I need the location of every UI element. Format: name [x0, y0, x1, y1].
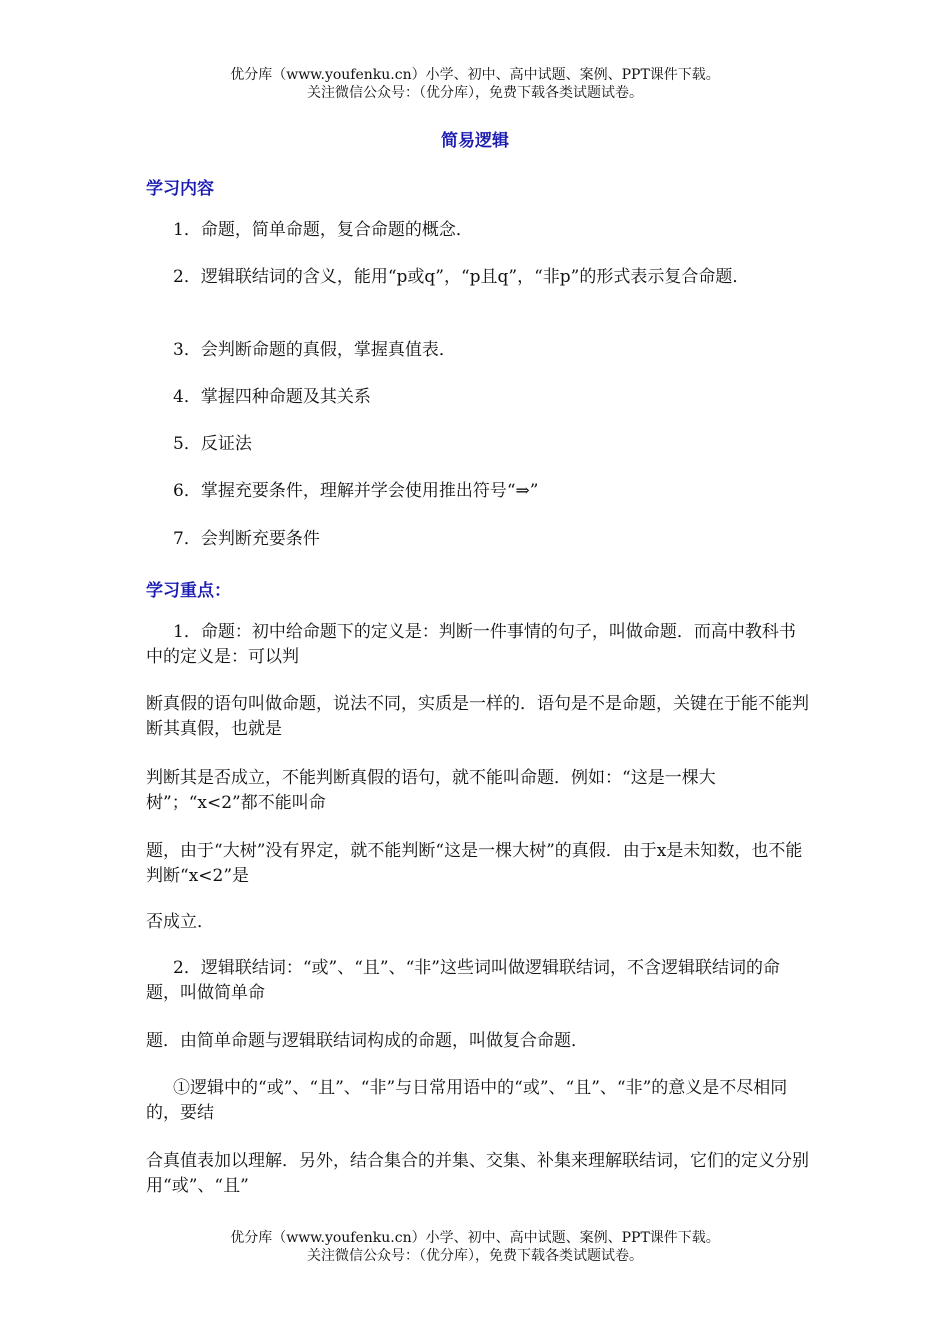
paragraph: 判断其是否成立，不能判断真假的语句，就不能叫命题．例如：“这是一棵大树”；“x<2”都不能叫命	[146, 768, 716, 813]
paragraph: 题，由于“大树”没有界定，就不能判断“这是一棵大树”的真假．由于x是未知数，也不能判断“x<2”是	[146, 841, 803, 886]
list-item: 7．会判断充要条件	[173, 529, 320, 549]
paragraph: 否成立．	[146, 912, 214, 932]
paragraph: 断真假的语句叫做命题，说法不同，实质是一样的．语句是不是命题，关键在于能不能判断其真假，也就是	[146, 694, 809, 739]
list-item: 1．命题，简单命题，复合命题的概念．	[173, 220, 473, 240]
list-item: 2．逻辑联结词的含义，能用“p或q”，“p且q”，“非p”的形式表示复合命题．	[173, 267, 750, 287]
document-title: 简易逻辑	[441, 131, 509, 151]
paragraph: 1．命题：初中给命题下的定义是：判断一件事情的句子，叫做命题．而高中教科书中的定义是：可以判	[146, 622, 796, 667]
paragraph: 题．由简单命题与逻辑联结词构成的命题，叫做复合命题．	[146, 1031, 588, 1051]
header-line-1: 优分库（www.youfenku.cn）小学、初中、高中试题、案例、PPT课件下载。	[230, 67, 720, 83]
paragraph: ①逻辑中的“或”、“且”、“非”与日常用语中的“或”、“且”、“非”的意义是不尽相同的，要结	[146, 1078, 788, 1123]
paragraph: 合真值表加以理解．另外，结合集合的并集、交集、补集来理解联结词，它们的定义分别用“或”、“且”	[146, 1151, 809, 1196]
footer-line-1: 优分库（www.youfenku.cn）小学、初中、高中试题、案例、PPT课件下载。	[230, 1230, 720, 1246]
section-heading-learning-content: 学习内容	[146, 179, 214, 199]
footer-line-2: 关注微信公众号：（优分库），免费下载各类试题试卷。	[307, 1248, 643, 1264]
paragraph: 2．逻辑联结词：“或”、“且”、“非”这些词叫做逻辑联结词，不含逻辑联结词的命题，叫做简单命	[146, 958, 780, 1003]
list-item: 6．掌握充要条件，理解并学会使用推出符号“⇒”	[173, 481, 539, 501]
list-item: 4．掌握四种命题及其关系	[173, 387, 371, 407]
list-item: 5．反证法	[173, 434, 252, 454]
page-footer	[0, 1229, 950, 1265]
list-item: 3．会判断命题的真假，掌握真值表．	[173, 340, 456, 360]
section-heading-key-points: 学习重点：	[146, 581, 231, 601]
header-line-2: 关注微信公众号：（优分库），免费下载各类试题试卷。	[307, 85, 643, 101]
page-header	[0, 66, 950, 102]
